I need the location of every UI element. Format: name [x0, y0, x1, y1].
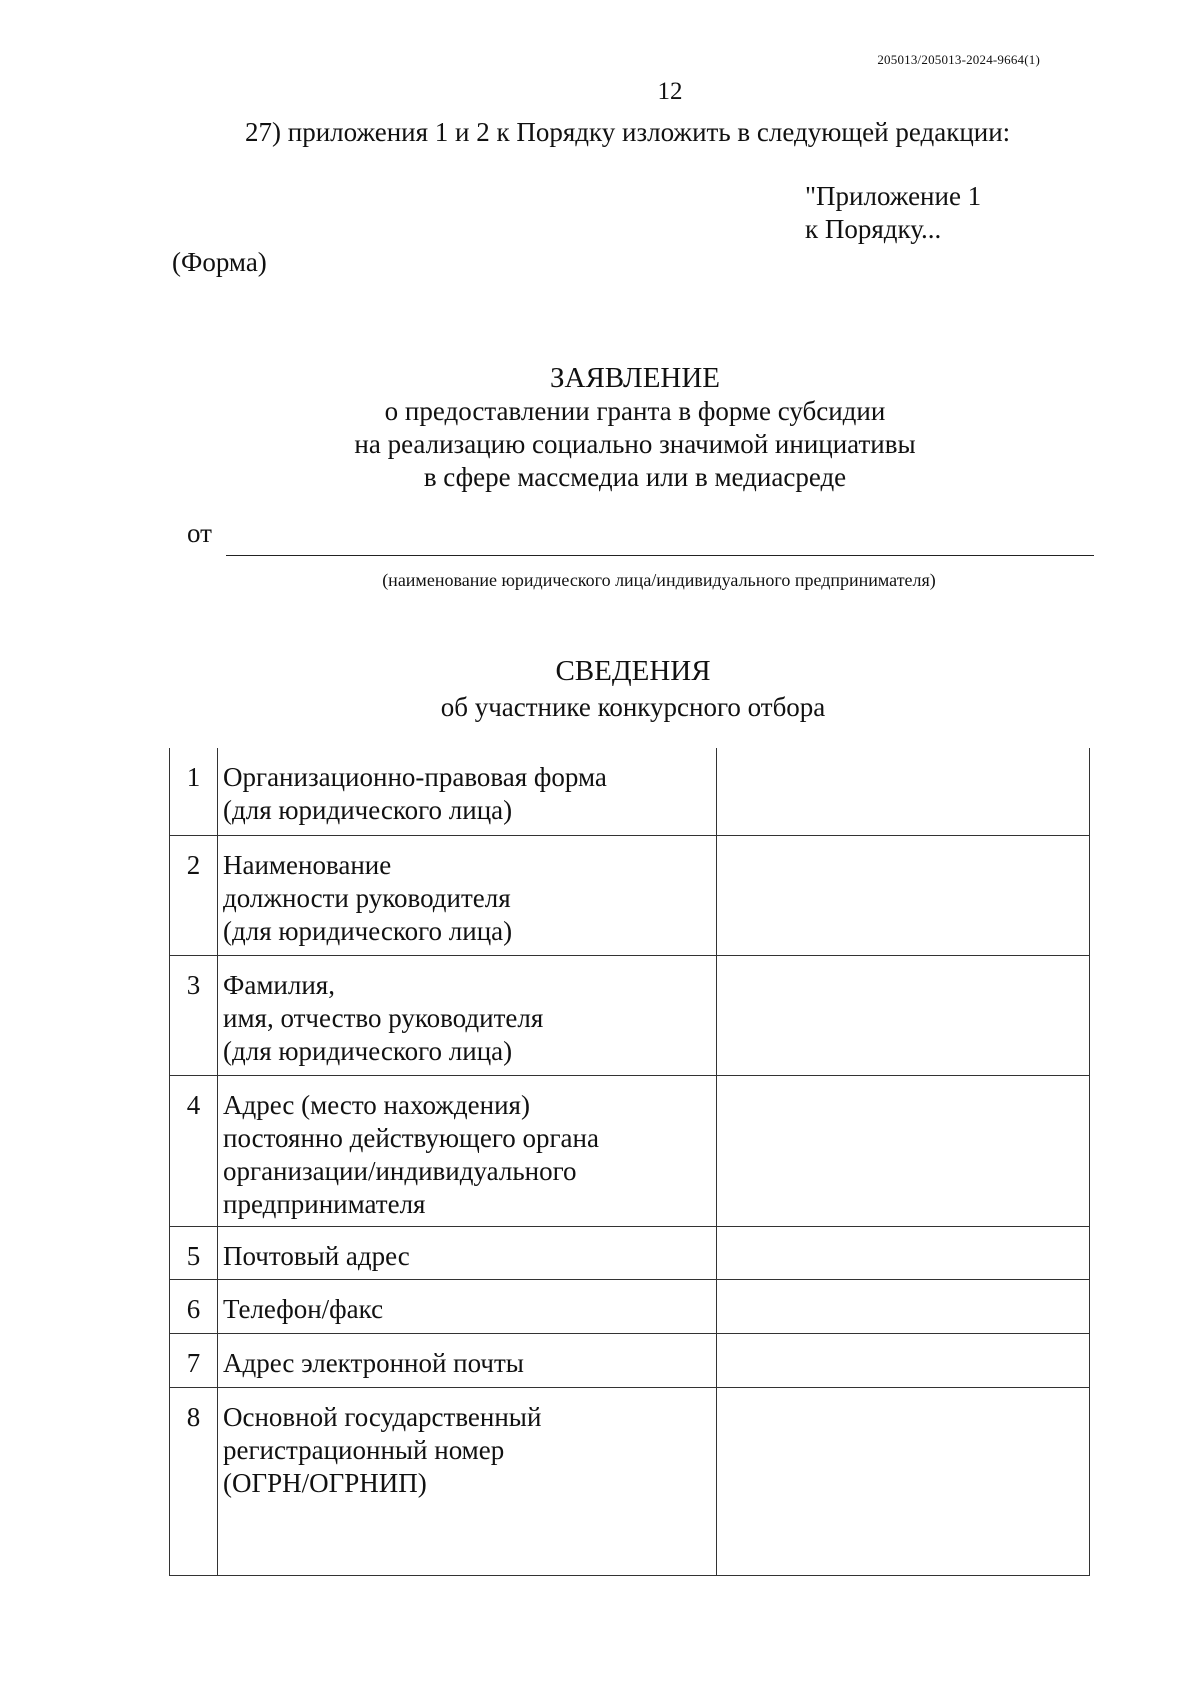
appendix-line-2: к Порядку...	[805, 214, 942, 244]
row-label	[218, 1279, 717, 1333]
row-label-line: предпринимателя	[223, 1188, 426, 1219]
info-section-title: СВЕДЕНИЯ	[555, 655, 711, 687]
table-row	[170, 1226, 1090, 1279]
row-value-cell[interactable]	[717, 1279, 1090, 1333]
row-number: 7	[170, 1333, 218, 1387]
row-label-line: (для юридического лица)	[223, 795, 513, 825]
row-value-cell[interactable]	[717, 835, 1090, 955]
row-label	[218, 1075, 717, 1226]
row-label	[218, 1226, 717, 1279]
row-label-line: Фамилия,	[223, 969, 335, 1000]
row-number: 4	[170, 1075, 218, 1226]
row-label	[218, 748, 717, 835]
row-value-cell[interactable]	[717, 955, 1090, 1075]
row-number: 6	[170, 1279, 218, 1333]
appendix-line-1: "Приложение 1	[805, 181, 982, 211]
table-row	[170, 748, 1090, 835]
row-label-line: Основной государственный	[223, 1401, 542, 1432]
row-label-line: регистрационный номер	[223, 1434, 505, 1465]
row-number: 3	[170, 955, 218, 1075]
intro-paragraph: 27) приложения 1 и 2 к Порядку изложить в следующей редакции:	[245, 117, 1011, 147]
row-label-line: Телефон/факс	[223, 1293, 384, 1324]
table-row	[170, 1387, 1090, 1575]
applicant-name-caption: (наименование юридического лица/индивидуального предпринимателя)	[382, 570, 936, 590]
row-label-line: Организационно-правовая форма	[223, 762, 607, 792]
page-number: 12	[657, 78, 683, 105]
row-label-line: (для юридического лица)	[223, 1035, 513, 1066]
row-label	[218, 955, 717, 1075]
statement-line-2: на реализацию социально значимой инициативы	[354, 429, 916, 459]
row-number: 1	[170, 748, 218, 835]
row-value-cell[interactable]	[717, 1226, 1090, 1279]
row-value-cell[interactable]	[717, 1333, 1090, 1387]
applicant-name-line	[226, 555, 1094, 556]
table-row	[170, 1333, 1090, 1387]
appendix-reference	[805, 180, 981, 246]
row-number: 5	[170, 1226, 218, 1279]
row-label-line: (ОГРН/ОГРНИП)	[223, 1467, 427, 1498]
row-value-cell[interactable]	[717, 1387, 1090, 1575]
form-label: (Форма)	[172, 247, 267, 277]
row-value-cell[interactable]	[717, 748, 1090, 835]
row-label	[218, 835, 717, 955]
row-label-line: должности руководителя	[223, 882, 511, 913]
document-id: 205013/205013-2024-9664(1)	[877, 52, 1040, 67]
row-label-line: Наименование	[223, 849, 392, 880]
row-label-line: постоянно действующего органа	[223, 1122, 599, 1153]
row-value-cell[interactable]	[717, 1075, 1090, 1226]
info-section-subtitle: об участнике конкурсного отбора	[440, 692, 826, 722]
table-row	[170, 1279, 1090, 1333]
row-label	[218, 1333, 717, 1387]
row-label-line: имя, отчество руководителя	[223, 1002, 544, 1033]
info-table-body	[170, 748, 1090, 1575]
row-label	[218, 1387, 717, 1575]
row-number: 8	[170, 1387, 218, 1575]
row-label-line: Адрес электронной почты	[223, 1347, 524, 1378]
table-row	[170, 955, 1090, 1075]
info-section-heading	[0, 653, 1200, 725]
row-label-line: (для юридического лица)	[223, 915, 513, 946]
from-label: от	[187, 518, 212, 548]
table-row	[170, 835, 1090, 955]
row-label-line: Адрес (место нахождения)	[223, 1089, 530, 1120]
participant-info-table	[169, 748, 1090, 1576]
row-number: 2	[170, 835, 218, 955]
statement-line-1: о предоставлении гранта в форме субсидии	[384, 396, 886, 426]
statement-line-3: в сфере массмедиа или в медиасреде	[423, 462, 847, 492]
row-label-line: организации/индивидуального	[223, 1155, 577, 1186]
row-label-line: Почтовый адрес	[223, 1240, 410, 1271]
statement-title: ЗАЯВЛЕНИЕ	[549, 362, 721, 394]
statement-heading	[0, 362, 1200, 494]
table-row	[170, 1075, 1090, 1226]
